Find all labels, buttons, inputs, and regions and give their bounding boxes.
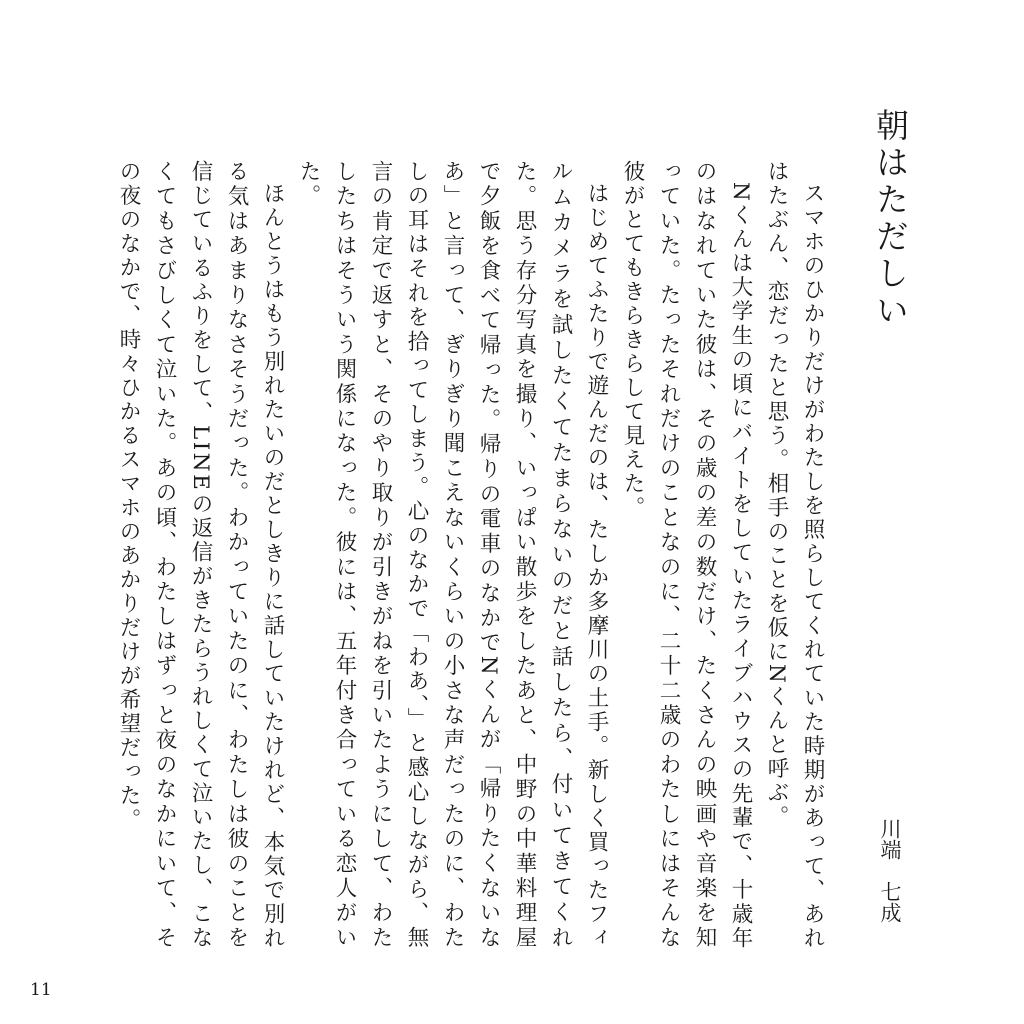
page-title: 朝はただしい (871, 108, 910, 330)
paragraph: スマホのひかりだけがわたしを照らしてくれていた時期があって、あれはたぶん、恋だったと思う。相手のことを仮にNくんと呼ぶ。 (764, 160, 825, 950)
body-text (118, 160, 830, 950)
paragraph: Nくんは大学生の頃にバイトをしていたライブハウスの先輩で、十歳年のはなれていた彼は、その歳の差の数だけ、たくさんの映画や音楽を知っていた。たったそれだけのことなのに、二十二歳のわたしにはそんな彼がとてもきらきらして見えた。 (620, 160, 753, 950)
paragraph: ほんとうはもう別れたいのだとしきりに話していたけれど、本気で別れる気はあまりなさそうだった。わかっていたのに、わたしは彼のことを信じているふりをして、LINEの返信がきたらうれしくて泣いたし、こなくてもさびしくて泣いた。あの頃、わたしはずっと夜のなかにいて、その夜のなかで、時々ひかるスマホのあかりだけが希望だった。 (116, 160, 285, 950)
paragraph: はじめてふたりで遊んだのは、たしか多摩川の土手。新しく買ったフィルムカメラを試したくてたまらないのだと話したら、付いてきてくれた。思う存分写真を撮り、いっぱい散歩をしたあと、中野の中華料理屋で夕飯を食べて帰った。帰りの電車のなかでNくんが「帰りたくないなあ」と言って、ぎりぎり聞こえないくらいの小さな声だったのに、わたしの耳はそれを拾ってしまう。心のなかで「わあ、」と感心しながら、無言の肯定で返すと、そのやり取りが引きがねを引いたようにして、わたしたちはそういう関係になった。彼には、五年付き合っている恋人がいた。 (296, 160, 609, 951)
page-number: 11 (30, 980, 52, 1000)
author-name: 川端 七成 (878, 818, 902, 923)
